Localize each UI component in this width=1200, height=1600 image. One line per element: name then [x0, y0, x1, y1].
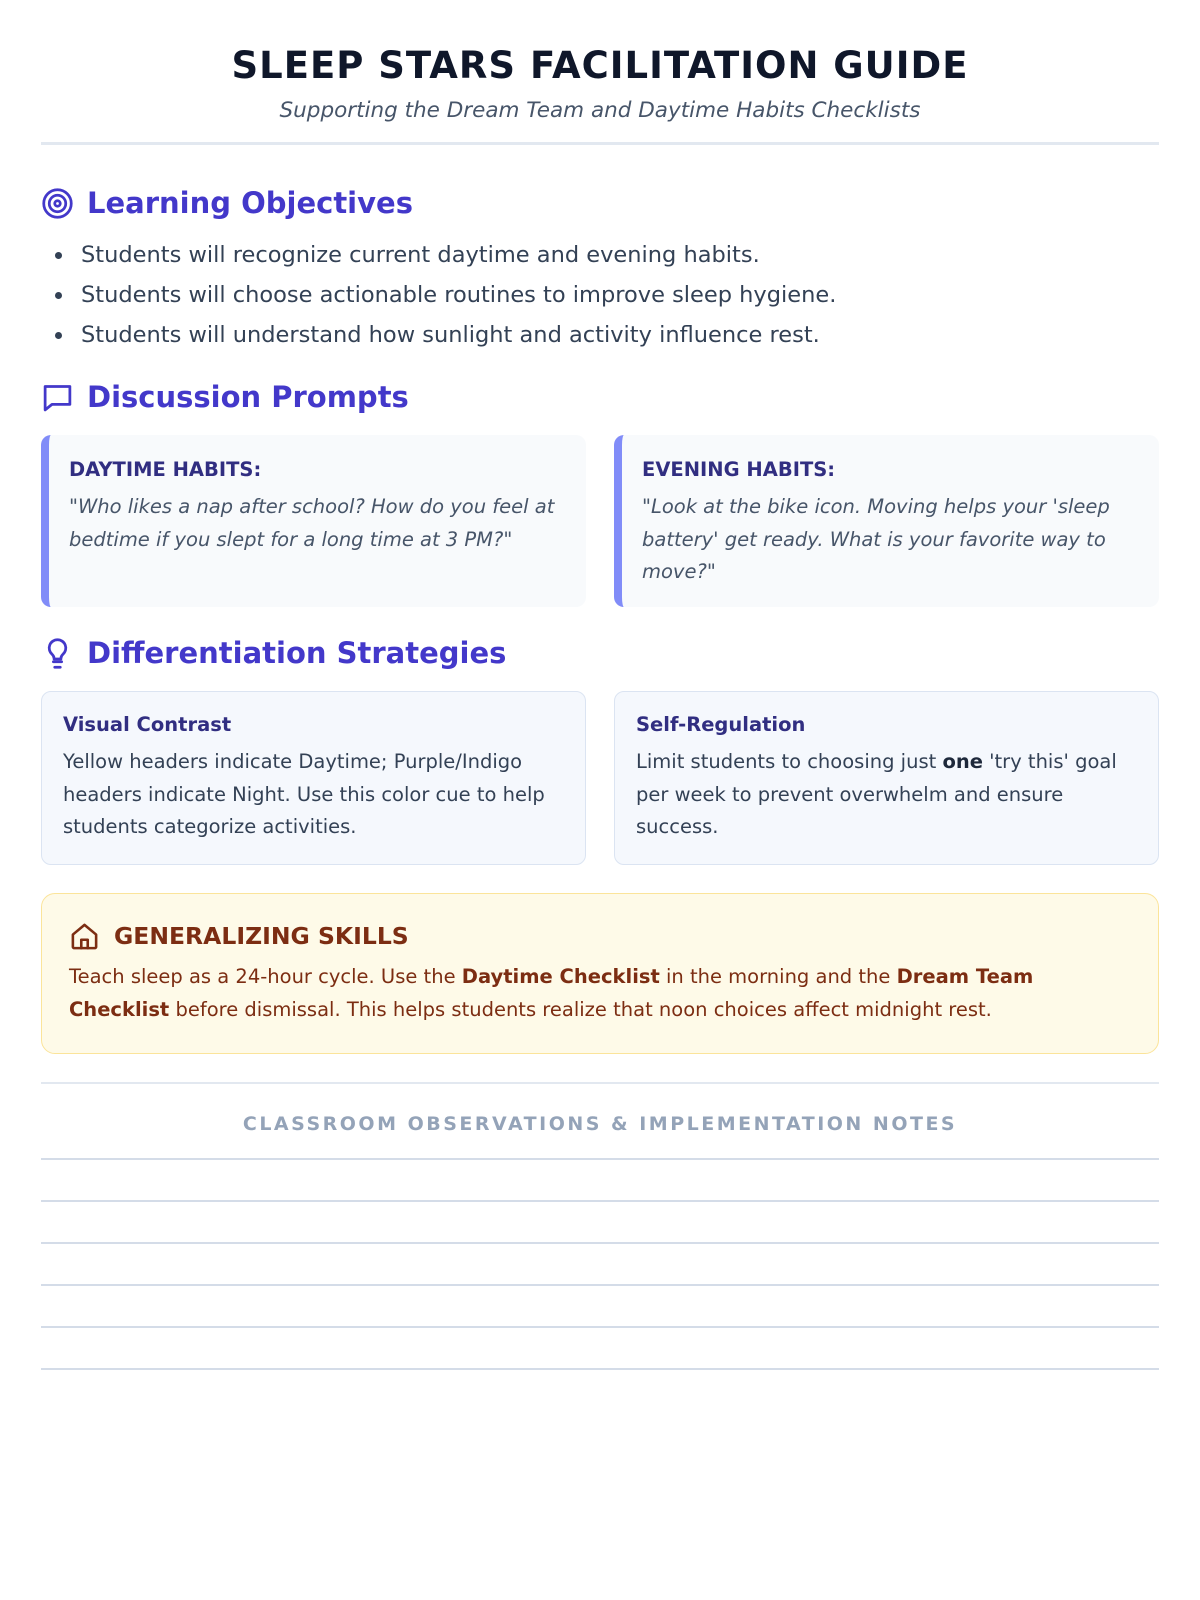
generalize-text-part: Teach sleep as a 24-hour cycle. Use the: [69, 965, 462, 988]
strategy-text-part: 'try this' goal per week to prevent overwhelm and ensure success.: [636, 750, 1117, 838]
strategy-text-emphasis: one: [942, 750, 983, 773]
strategy-label: Self-Regulation: [636, 713, 806, 736]
prompt-label: DAYTIME HABITS:: [69, 458, 262, 481]
observation-notes-section: [41, 1082, 1159, 1370]
differentiation-strategies-title: Differentiation Strategies: [87, 636, 507, 670]
strategy-text: [636, 746, 1137, 844]
target-icon: [41, 187, 74, 220]
strategy-label: Visual Contrast: [63, 713, 232, 736]
generalizing-skills-title: GENERALIZING SKILLS: [114, 922, 409, 950]
list-item: Students will recognize current daytime and evening habits.: [81, 235, 1159, 275]
generalizing-skills-text: [69, 960, 1131, 1026]
strategy-text: Yellow headers indicate Daytime; Purple/Indigo headers indicate Night. Use this color cue to help students categorize activities.: [63, 750, 545, 838]
note-line[interactable]: [41, 1202, 1159, 1244]
discussion-prompts-title: Discussion Prompts: [87, 380, 409, 414]
prompt-text: "Look at the bike icon. Moving helps your 'sleep battery' get ready. What is your favorite way to move?": [642, 495, 1110, 583]
generalize-text-part: before dismissal. This helps students realize that noon choices affect midnight rest.: [169, 998, 992, 1021]
generalize-text-emphasis: Dream Team Checklist: [69, 965, 1034, 1021]
discussion-prompts-heading: [41, 377, 1159, 417]
evening-prompt-card: [614, 435, 1159, 607]
notes-title: CLASSROOM OBSERVATIONS & IMPLEMENTATION NOTES: [242, 1113, 958, 1135]
self-regulation-card: [614, 691, 1159, 865]
learning-objectives-heading: [41, 183, 1159, 223]
generalizing-skills-heading: [69, 918, 1131, 954]
differentiation-strategies: [41, 691, 1159, 865]
prompt-label: EVENING HABITS:: [642, 458, 836, 481]
note-line[interactable]: [41, 1328, 1159, 1370]
generalize-text-emphasis: Daytime Checklist: [461, 965, 660, 988]
speech-bubble-icon: [41, 381, 74, 414]
list-item: Students will understand how sunlight and activity influence rest.: [81, 315, 1159, 355]
objectives-list: [41, 235, 1159, 355]
list-item: Students will choose actionable routines to improve sleep hygiene.: [81, 275, 1159, 315]
visual-contrast-card: [41, 691, 586, 865]
strategy-text-part: Limit students to choosing just: [636, 750, 943, 773]
generalize-text-part: in the morning and the: [659, 965, 897, 988]
differentiation-strategies-heading: [41, 633, 1159, 673]
home-icon: [69, 921, 100, 952]
note-line[interactable]: [41, 1286, 1159, 1328]
daytime-prompt-card: [41, 435, 586, 607]
discussion-prompts: [41, 435, 1159, 607]
prompt-text: "Who likes a nap after school? How do you feel at bedtime if you slept for a long time at 3 PM?": [69, 495, 555, 551]
page-title: SLEEP STARS FACILITATION GUIDE: [231, 44, 969, 87]
note-line[interactable]: [41, 1160, 1159, 1202]
note-lines: [41, 1158, 1159, 1370]
lightbulb-icon: [41, 637, 74, 670]
note-line[interactable]: [41, 1244, 1159, 1286]
generalizing-skills-box: [41, 893, 1159, 1054]
learning-objectives-title: Learning Objectives: [87, 186, 413, 220]
page-subtitle: Supporting the Dream Team and Daytime Habits Checklists: [279, 98, 921, 123]
page-header: [41, 0, 1159, 145]
